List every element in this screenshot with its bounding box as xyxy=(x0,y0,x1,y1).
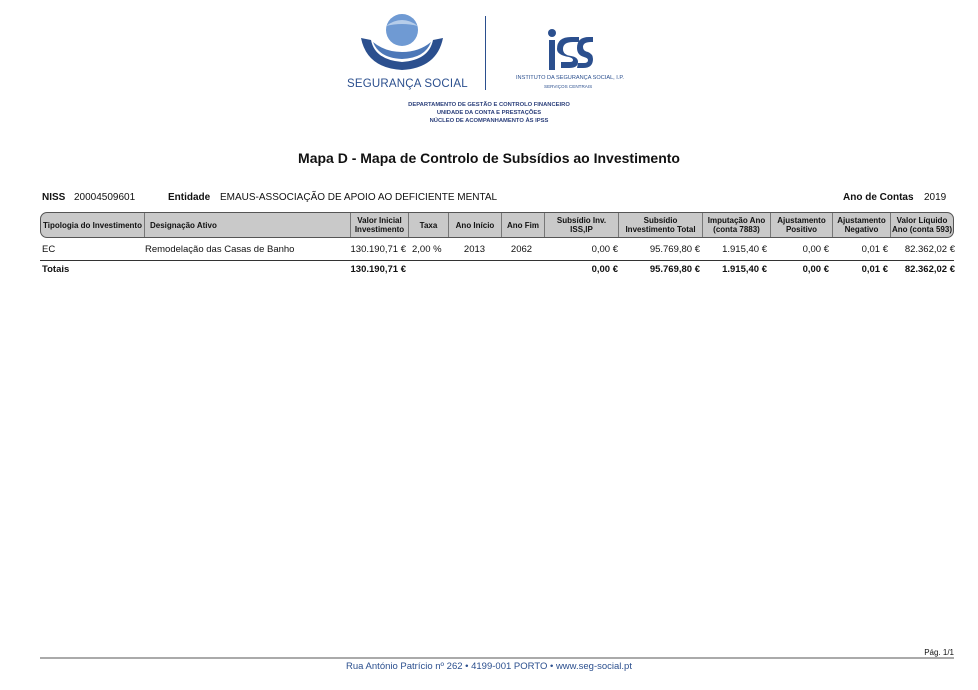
totals-divider xyxy=(40,260,954,261)
col-tipologia: Tipologia do Investimento xyxy=(43,220,142,230)
col-taxa: Taxa xyxy=(408,213,448,237)
row-imputacao: 1.915,40 € xyxy=(722,244,767,255)
row-valor-liquido: 82.362,02 € xyxy=(904,244,955,255)
totals-row xyxy=(0,264,978,278)
col-subsidio-total: Subsídio Investimento Total xyxy=(618,213,702,237)
iss-logo xyxy=(500,28,650,94)
row-taxa: 2,00 % xyxy=(412,244,442,255)
dept-line-3: NÚCLEO DE ACOMPANHAMENTO ÀS IPSS xyxy=(429,118,549,124)
totals-imputacao: 1.915,40 € xyxy=(722,264,767,275)
ss-logo-text: SEGURANÇA SOCIAL xyxy=(347,78,468,90)
seguranca-social-emblem-icon xyxy=(357,12,447,76)
row-ajust-positivo: 0,00 € xyxy=(802,244,829,255)
totals-label: Totais xyxy=(42,264,70,275)
col-imputacao: Imputação Ano (conta 7883) xyxy=(702,213,770,237)
table-row xyxy=(0,244,978,258)
iss-logo-name: INSTITUTO DA SEGURANÇA SOCIAL, I.P. xyxy=(516,75,624,81)
seguranca-social-logo xyxy=(345,12,475,94)
logo-divider xyxy=(485,16,486,90)
col-valor-liquido: Valor Líquido Ano (conta 593) xyxy=(890,213,953,237)
col-valor-inicial: Valor Inicial Investimento xyxy=(350,213,408,237)
col-ano-fim: Ano Fim xyxy=(501,213,544,237)
niss-label: NISS xyxy=(42,192,66,203)
row-ano-fim: 2062 xyxy=(510,244,533,255)
col-ajust-positivo: Ajustamento Positivo xyxy=(770,213,832,237)
totals-ajust-negativo: 0,01 € xyxy=(861,264,888,275)
totals-subsidio-total: 95.769,80 € xyxy=(649,264,700,275)
iss-emblem-icon xyxy=(543,28,593,74)
footer-address: Rua António Patrício nº 262 • 4199-001 PORTO • www.seg-social.pt xyxy=(346,661,632,672)
col-subsidio-iss: Subsídio Inv. ISS,IP xyxy=(544,213,618,237)
dept-line-2: UNIDADE DA CONTA E PRESTAÇÕES xyxy=(436,110,542,116)
totals-valor-liquido: 82.362,02 € xyxy=(904,264,955,275)
dept-line-1: DEPARTAMENTO DE GESTÃO E CONTROLO FINANCEIRO xyxy=(408,102,570,108)
row-ano-inicio: 2013 xyxy=(463,244,486,255)
row-ajust-negativo: 0,01 € xyxy=(861,244,888,255)
entidade-label: Entidade xyxy=(168,192,211,203)
col-ano-inicio: Ano Início xyxy=(448,213,501,237)
ano-contas-value: 2019 xyxy=(924,192,947,203)
row-subsidio-total: 95.769,80 € xyxy=(649,244,700,255)
totals-subsidio-iss: 0,00 € xyxy=(591,264,618,275)
niss-value: 20004509601 xyxy=(74,192,136,203)
page-number: Pág. 1/1 xyxy=(924,648,954,657)
row-designacao: Remodelação das Casas de Banho xyxy=(145,244,295,255)
report-title: Mapa D - Mapa de Controlo de Subsídios ao Investimento xyxy=(298,150,680,166)
ano-contas-label: Ano de Contas xyxy=(843,192,914,203)
table-header xyxy=(40,212,954,238)
row-tipologia: EC xyxy=(42,244,56,255)
col-ajust-negativo: Ajustamento Negativo xyxy=(832,213,890,237)
footer-divider xyxy=(40,657,954,659)
entidade-value: EMAUS-ASSOCIAÇÃO DE APOIO AO DEFICIENTE MENTAL xyxy=(220,192,498,203)
totals-valor-inicial: 130.190,71 € xyxy=(350,264,406,275)
iss-logo-sub: SERVIÇOS CENTRAIS xyxy=(544,84,593,89)
totals-ajust-positivo: 0,00 € xyxy=(802,264,829,275)
col-designacao: Designação Ativo xyxy=(144,213,350,237)
row-valor-inicial: 130.190,71 € xyxy=(350,244,406,255)
row-subsidio-iss: 0,00 € xyxy=(591,244,618,255)
